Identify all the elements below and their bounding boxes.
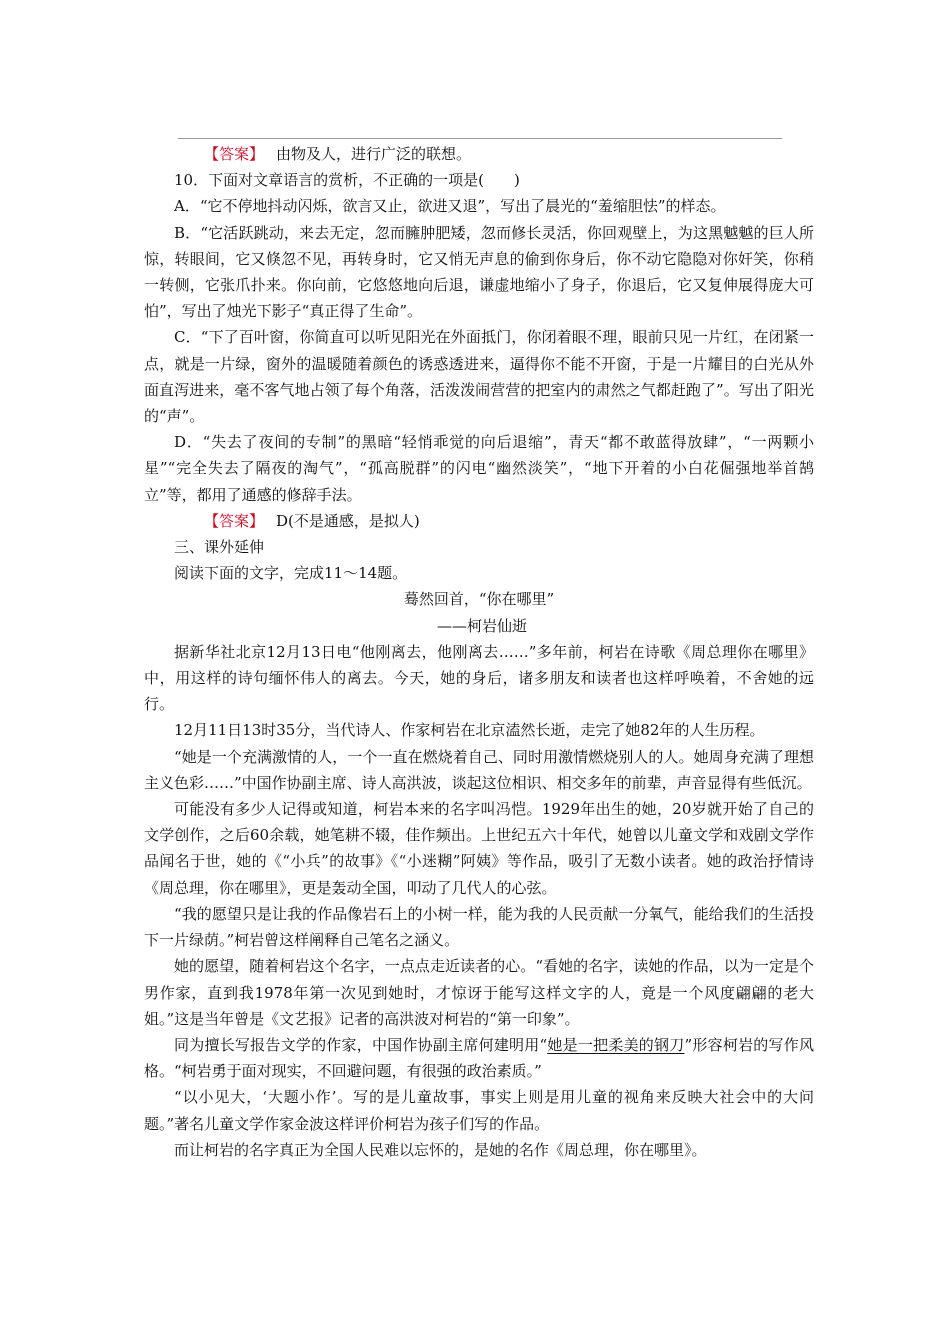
q10-answer — [144, 508, 814, 534]
article-paragraph: 12月11日13时35分，当代诗人、作家柯岩在北京溘然长逝，走完了她82年的人生历程。 — [174, 721, 765, 740]
article-title: 蓦然回首，“你在哪里” — [403, 590, 555, 609]
q10-option-c: C．“下了百叶窗，你简直可以听见阳光在外面抵门，你闭着眼不理，眼前只见一片红，在闭紧一点，就是一片绿，窗外的温暖随着颜色的诱惑透进来，逼得你不能不开窗，于是一片耀目的白光从外面直泻进来，毫不客气地占领了每个角落，活泼泼闹营营的把室内的肃然之气都赶跑了”。写出了阳光的“声”。 — [144, 328, 814, 426]
article-paragraph: 可能没有多少人记得或知道，柯岩本来的名字叫冯恺。1929年出生的她，20岁就开始了自己的文学创作，之后60余载，她笔耕不辍，佳作频出。上世纪五六十年代，她曾以儿童文学和戏剧文学作品闻名于世，她的《“小兵”的故事》《“小迷糊”阿姨》等作品，吸引了无数小读者。她的政治抒情诗《周总理，你在哪里》，更是轰动全国，叩动了几代人的心弦。 — [144, 800, 814, 897]
article-paragraph: 据新华社北京12月13日电“他刚离去，他刚离去……”多年前，柯岩在诗歌《周总理你在哪里》中，用这样的诗句缅怀伟人的离去。今天，她的身后，诸多朋友和读者也这样呼唤着，不舍她的远行。 — [144, 642, 814, 714]
q10-stem: 10．下面对文章语言的赏析，不正确的一项是( ) — [174, 171, 520, 190]
answer-text: D(不是通感，是拟人) — [276, 511, 420, 530]
section-heading: 三、课外延伸 — [174, 538, 265, 557]
q9-answer — [144, 141, 814, 167]
q10-option-a: A．“它不停地抖动闪烁，欲言又止，欲进又退”，写出了晨光的“羞缩胆怯”的样态。 — [174, 197, 726, 216]
answer-tag: 【答案】 — [204, 145, 265, 163]
q10-option-b: B．“它活跃跳动，来去无定，忽而臃肿肥矮，忽而修长灵活，你回观壁上，为这黑魆魆的巨人所惊，转眼间，它又倏忽不见，再转身时，它又悄无声息的偷到你身后，你不动它隐隐对你奸笑，你稍一转侧，它张爪扑来。你向前，它悠悠地向后退，谦虚地缩小了身子，你退后，它又复伸展得庞大可怕”，写出了烛光下影子“真正得了生命”。 — [144, 223, 814, 321]
article-paragraph — [144, 1032, 814, 1084]
article-paragraph: “我的愿望只是让我的作品像岩石上的小树一样，能为我的人民贡献一分氧气，能给我们的生活投下一片绿荫。”柯岩曾这样阐释自己笔名之涵义。 — [144, 904, 814, 950]
article-paragraph: 而让柯岩的名字真正为全国人民难以忘怀的，是她的名作《周总理，你在哪里》。 — [174, 1140, 707, 1159]
section-instruction: 阅读下面的文字，完成11～14题。 — [174, 564, 408, 583]
answer-text: 由物及人，进行广泛的联想。 — [276, 145, 472, 163]
paragraph-text: ”形容柯岩的写作风格。“柯岩勇于面对现实，不回避问题，有很强的政治素质。” — [144, 1035, 814, 1081]
document-body — [144, 141, 814, 1163]
answer-tag: 【答案】 — [204, 511, 265, 530]
article-paragraph: “她是一个充满激情的人，一个一直在燃烧着自己、同时用激情燃烧别人的人。她周身充满了理想主义色彩……”中国作协副主席、诗人高洪波，谈起这位相识、相交多年的前辈，声音显得有些低沉。 — [144, 747, 814, 792]
article-paragraph: “以小见大，‘大题小作’。写的是儿童故事，事实上则是用儿童的视角来反映大社会中的大问题。”著名儿童文学作家金波这样评价柯岩为孩子们写的作品。 — [144, 1088, 814, 1133]
q10-option-d: D．“失去了夜间的专制”的黑暗“轻悄乖觉的向后退缩”，青天“都不敢蓝得放肆”，“一两颗小星”“完全失去了隔夜的淘气”，“孤高脱群”的闪电“幽然淡笑”，“地下开着的小白花倔强地举首鹄立”等，都用了通感的修辞手法。 — [144, 433, 814, 504]
paragraph-text: 同为擅长写报告文学的作家，中国作协副主席何建明用“ — [174, 1035, 548, 1054]
article-paragraph: 她的愿望，随着柯岩这个名字，一点点走近读者的心。“看她的名字，读她的作品，以为一定是个男作家，直到我1978年第一次见到她时，才惊讶于能写这样文字的人，竟是一个风度翩翩的老大姐。”这是当年曾是《文艺报》记者的高洪波对柯岩的“第一印象”。 — [144, 957, 814, 1028]
underlined-quote: 她是一把柔美的钢刀 — [547, 1035, 685, 1054]
article-subtitle: ——柯岩仙逝 — [436, 616, 527, 635]
header-rule — [178, 138, 782, 139]
